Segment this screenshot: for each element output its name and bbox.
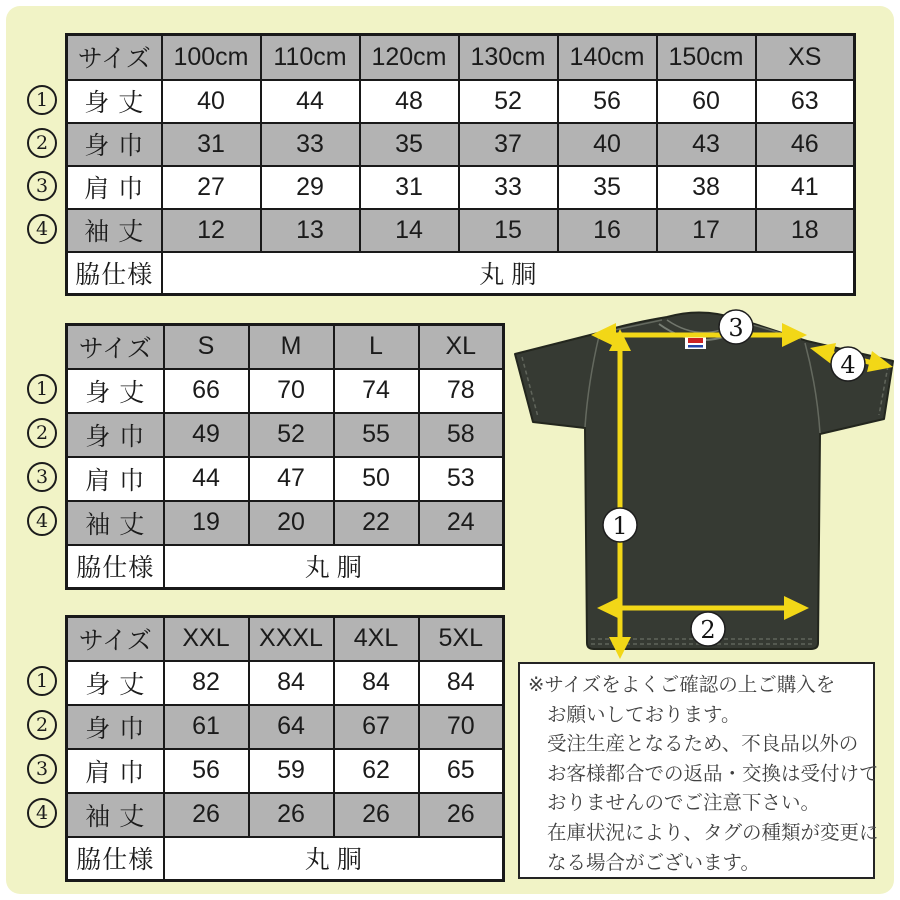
size-column-header: 130cm bbox=[459, 35, 558, 80]
size-value-cell: 56 bbox=[558, 80, 657, 123]
notice-line: なる場合がございます。 bbox=[547, 851, 760, 874]
tshirt-measurement-diagram bbox=[505, 303, 900, 665]
measure-label: 袖 丈 bbox=[67, 209, 162, 252]
size-value-cell: 61 bbox=[164, 705, 249, 749]
size-value-cell: 31 bbox=[360, 166, 459, 209]
size-value-cell: 38 bbox=[657, 166, 756, 209]
size-value-cell: 53 bbox=[419, 457, 504, 501]
size-value-cell: 48 bbox=[360, 80, 459, 123]
row-marker-4: 4 bbox=[27, 798, 57, 828]
size-column-header: XXL bbox=[164, 617, 249, 661]
table-row bbox=[67, 749, 504, 793]
size-value-cell: 37 bbox=[459, 123, 558, 166]
notice-line: お願いしております。 bbox=[547, 703, 741, 726]
table-header-row bbox=[67, 35, 855, 80]
size-header-cell: サイズ bbox=[67, 617, 164, 661]
size-table-kids bbox=[65, 33, 856, 296]
table-footer-row bbox=[67, 545, 504, 589]
row-marker-gutter bbox=[25, 33, 65, 296]
measure-label: 肩 巾 bbox=[67, 166, 162, 209]
size-value-cell: 27 bbox=[162, 166, 261, 209]
table-row bbox=[67, 661, 504, 705]
row-marker-2: 2 bbox=[27, 710, 57, 740]
row-marker-2: 2 bbox=[27, 128, 57, 158]
size-value-cell: 43 bbox=[657, 123, 756, 166]
table-footer-row bbox=[67, 252, 855, 295]
size-table-block-kids bbox=[25, 33, 856, 296]
size-table-big bbox=[65, 615, 505, 882]
row-marker-3: 3 bbox=[27, 754, 57, 784]
size-column-header: 150cm bbox=[657, 35, 756, 80]
table-row bbox=[67, 209, 855, 252]
purchase-notice bbox=[518, 662, 879, 879]
measure-label: 袖 丈 bbox=[67, 793, 164, 837]
size-value-cell: 26 bbox=[419, 793, 504, 837]
size-value-cell: 84 bbox=[334, 661, 419, 705]
size-value-cell: 58 bbox=[419, 413, 504, 457]
size-value-cell: 55 bbox=[334, 413, 419, 457]
size-column-header: 140cm bbox=[558, 35, 657, 80]
measure-label: 肩 巾 bbox=[67, 749, 164, 793]
size-value-cell: 50 bbox=[334, 457, 419, 501]
row-marker-3: 3 bbox=[27, 171, 57, 201]
size-value-cell: 70 bbox=[249, 369, 334, 413]
table-row bbox=[67, 123, 855, 166]
size-value-cell: 35 bbox=[558, 166, 657, 209]
side-spec-label: 脇仕様 bbox=[67, 252, 162, 295]
svg-text:1: 1 bbox=[612, 512, 628, 540]
row-marker-gutter bbox=[25, 323, 65, 590]
notice-line: おりませんのでご注意下さい。 bbox=[547, 792, 821, 815]
size-value-cell: 24 bbox=[419, 501, 504, 545]
measure-label: 身 巾 bbox=[67, 705, 164, 749]
row-marker-1: 1 bbox=[27, 666, 57, 696]
size-value-cell: 26 bbox=[249, 793, 334, 837]
row-marker-1: 1 bbox=[27, 85, 57, 115]
row-marker-gutter bbox=[25, 615, 65, 882]
notice-line: 在庫状況により、タグの種類が変更に bbox=[547, 821, 879, 844]
size-value-cell: 78 bbox=[419, 369, 504, 413]
measure-marker-3 bbox=[719, 310, 753, 344]
notice-line: ※サイズをよくご確認の上ご購入を bbox=[528, 674, 836, 696]
size-header-cell: サイズ bbox=[67, 325, 164, 369]
row-marker-3: 3 bbox=[27, 462, 57, 492]
table-row bbox=[67, 166, 855, 209]
size-value-cell: 13 bbox=[261, 209, 360, 252]
table-footer-row bbox=[67, 837, 504, 881]
size-column-header: S bbox=[164, 325, 249, 369]
notice-line: 受注生産となるため、不良品以外の bbox=[547, 733, 859, 756]
side-spec-label: 脇仕様 bbox=[67, 837, 164, 881]
size-value-cell: 62 bbox=[334, 749, 419, 793]
size-value-cell: 63 bbox=[756, 80, 855, 123]
measure-label: 身 丈 bbox=[67, 369, 164, 413]
row-marker-2: 2 bbox=[27, 418, 57, 448]
size-value-cell: 56 bbox=[164, 749, 249, 793]
size-value-cell: 29 bbox=[261, 166, 360, 209]
side-spec-label: 脇仕様 bbox=[67, 545, 164, 589]
size-value-cell: 82 bbox=[164, 661, 249, 705]
size-value-cell: 47 bbox=[249, 457, 334, 501]
svg-text:3: 3 bbox=[728, 314, 744, 342]
size-value-cell: 14 bbox=[360, 209, 459, 252]
size-value-cell: 46 bbox=[756, 123, 855, 166]
size-value-cell: 26 bbox=[164, 793, 249, 837]
size-value-cell: 35 bbox=[360, 123, 459, 166]
size-value-cell: 12 bbox=[162, 209, 261, 252]
svg-text:2: 2 bbox=[700, 616, 716, 644]
measure-marker-4 bbox=[831, 347, 865, 381]
row-marker-4: 4 bbox=[27, 506, 57, 536]
size-value-cell: 15 bbox=[459, 209, 558, 252]
table-row bbox=[67, 413, 504, 457]
measure-marker-2 bbox=[691, 612, 725, 646]
size-column-header: XS bbox=[756, 35, 855, 80]
table-header-row bbox=[67, 325, 504, 369]
table-row bbox=[67, 457, 504, 501]
size-value-cell: 70 bbox=[419, 705, 504, 749]
side-spec-value: 丸 胴 bbox=[164, 545, 504, 589]
size-value-cell: 44 bbox=[164, 457, 249, 501]
size-column-header: XL bbox=[419, 325, 504, 369]
tshirt-graphic bbox=[505, 303, 900, 665]
size-value-cell: 60 bbox=[657, 80, 756, 123]
svg-text:4: 4 bbox=[840, 351, 856, 379]
measure-label: 袖 丈 bbox=[67, 501, 164, 545]
size-value-cell: 40 bbox=[162, 80, 261, 123]
size-value-cell: 49 bbox=[164, 413, 249, 457]
row-marker-1: 1 bbox=[27, 374, 57, 404]
side-spec-value: 丸 胴 bbox=[162, 252, 855, 295]
size-value-cell: 16 bbox=[558, 209, 657, 252]
size-column-header: 4XL bbox=[334, 617, 419, 661]
size-value-cell: 18 bbox=[756, 209, 855, 252]
measure-marker-1 bbox=[603, 508, 637, 542]
size-table-block-big bbox=[25, 615, 505, 882]
size-value-cell: 26 bbox=[334, 793, 419, 837]
size-value-cell: 19 bbox=[164, 501, 249, 545]
size-value-cell: 22 bbox=[334, 501, 419, 545]
size-value-cell: 65 bbox=[419, 749, 504, 793]
size-column-header: M bbox=[249, 325, 334, 369]
size-value-cell: 59 bbox=[249, 749, 334, 793]
table-row bbox=[67, 793, 504, 837]
notice-line: お客様都合での返品・交換は受付けて bbox=[547, 762, 879, 785]
size-value-cell: 52 bbox=[249, 413, 334, 457]
size-table-block-adult bbox=[25, 323, 505, 590]
size-header-cell: サイズ bbox=[67, 35, 162, 80]
size-value-cell: 40 bbox=[558, 123, 657, 166]
measure-label: 身 巾 bbox=[67, 413, 164, 457]
table-row bbox=[67, 501, 504, 545]
size-column-header: 110cm bbox=[261, 35, 360, 80]
size-value-cell: 84 bbox=[249, 661, 334, 705]
size-value-cell: 64 bbox=[249, 705, 334, 749]
measure-label: 肩 巾 bbox=[67, 457, 164, 501]
size-column-header: 120cm bbox=[360, 35, 459, 80]
size-table-adult bbox=[65, 323, 505, 590]
table-row bbox=[67, 369, 504, 413]
size-value-cell: 41 bbox=[756, 166, 855, 209]
table-row bbox=[67, 80, 855, 123]
table-row bbox=[67, 705, 504, 749]
size-value-cell: 67 bbox=[334, 705, 419, 749]
table-header-row bbox=[67, 617, 504, 661]
measure-label: 身 丈 bbox=[67, 661, 164, 705]
side-spec-value: 丸 胴 bbox=[164, 837, 504, 881]
size-value-cell: 66 bbox=[164, 369, 249, 413]
size-value-cell: 17 bbox=[657, 209, 756, 252]
size-value-cell: 52 bbox=[459, 80, 558, 123]
size-value-cell: 20 bbox=[249, 501, 334, 545]
size-column-header: 100cm bbox=[162, 35, 261, 80]
size-value-cell: 33 bbox=[261, 123, 360, 166]
size-value-cell: 44 bbox=[261, 80, 360, 123]
size-value-cell: 74 bbox=[334, 369, 419, 413]
measure-label: 身 巾 bbox=[67, 123, 162, 166]
size-column-header: 5XL bbox=[419, 617, 504, 661]
size-value-cell: 31 bbox=[162, 123, 261, 166]
size-value-cell: 33 bbox=[459, 166, 558, 209]
row-marker-4: 4 bbox=[27, 214, 57, 244]
size-column-header: XXXL bbox=[249, 617, 334, 661]
size-column-header: L bbox=[334, 325, 419, 369]
measure-label: 身 丈 bbox=[67, 80, 162, 123]
size-value-cell: 84 bbox=[419, 661, 504, 705]
